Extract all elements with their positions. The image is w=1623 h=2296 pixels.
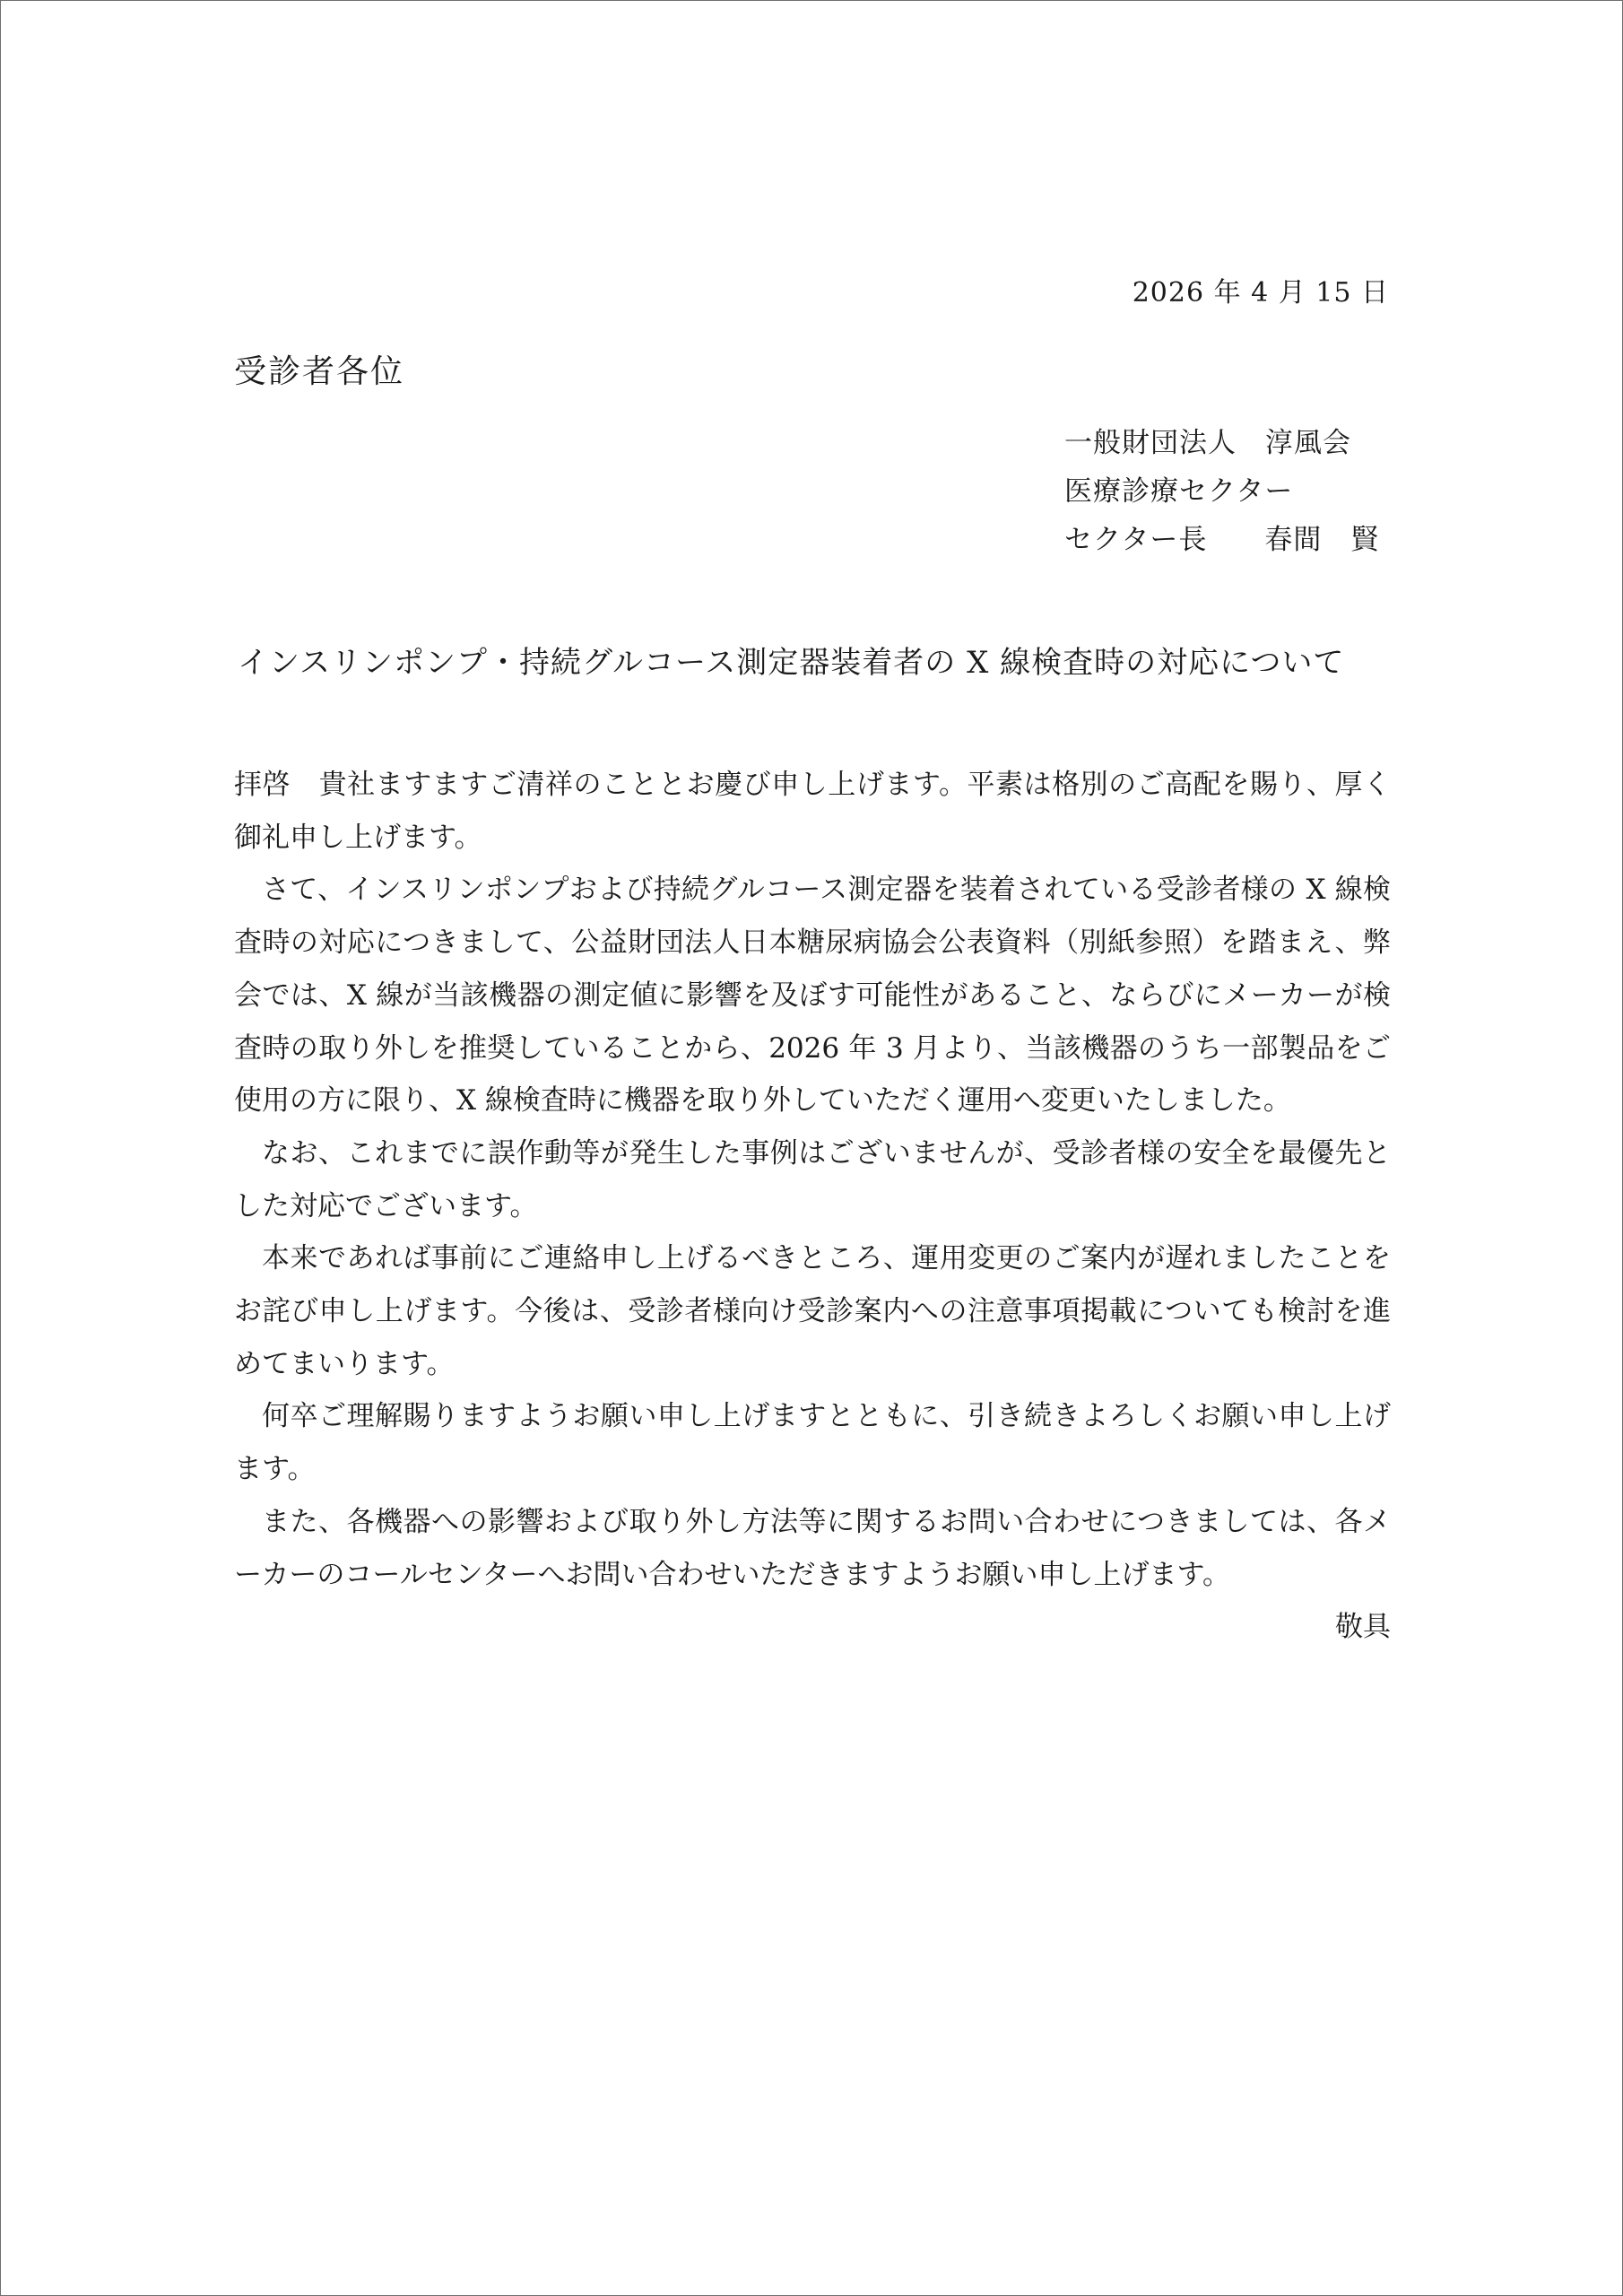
letter-subject: インスリンポンプ・持続グルコース測定器装着者の X 線検査時の対応について <box>238 645 1345 681</box>
letter-closing: 敬具 <box>1335 1611 1391 1644</box>
body-paragraph: さて、インスリンポンプおよび持続グルコース測定器を装着されている受診者様の X 線検査時の対応につきまして、公益財団法人日本糖尿病協会公表資料（別紙参照）を踏まえ、弊会では、X 線が当該機器の測定値に影響を及ぼす可能性があること、ならびにメーカーが検査時の取り外しを推奨していることから、2026 年 3 月より、当該機器のうち一部製品をご使用の方に限り、X 線検査時に機器を取り外していただく運用へ変更いたしました。 <box>234 874 1391 1118</box>
body-paragraph-greeting: 拝啓 貴社ますますご清祥のこととお慶び申し上げます。平素は格別のご高配を賜り、厚く御礼申し上げます。 <box>234 769 1391 854</box>
body-paragraph: 本来であれば事前にご連絡申し上げるべきところ、運用変更のご案内が遅れましたことをお詫び申し上げます。今後は、受診者様向け受診案内への注意事項掲載についても検討を進めてまいります。 <box>234 1242 1391 1380</box>
sender-signatory: セクター長 春間 賢 <box>1064 524 1380 556</box>
letter-body <box>234 759 1391 1654</box>
sender-organization: 一般財団法人 淳風会 <box>1064 427 1351 459</box>
letter-date: 2026 年 4 月 15 日 <box>1132 277 1389 309</box>
sender-department: 医療診療セクター <box>1064 475 1294 508</box>
sender-block <box>1064 419 1379 564</box>
recipient-line: 受診者各位 <box>234 353 405 390</box>
body-paragraph: 何卒ご理解賜りますようお願い申し上げますとともに、引き続きよろしくお願い申し上げます。 <box>234 1400 1391 1486</box>
body-paragraph: なお、これまでに誤作動等が発生した事例はございませんが、受診者様の安全を最優先とした対応でございます。 <box>234 1136 1391 1222</box>
body-paragraph: また、各機器への影響および取り外し方法等に関するお問い合わせにつきましては、各メーカーのコールセンターへお問い合わせいただきますようお願い申し上げます。 <box>234 1505 1391 1591</box>
